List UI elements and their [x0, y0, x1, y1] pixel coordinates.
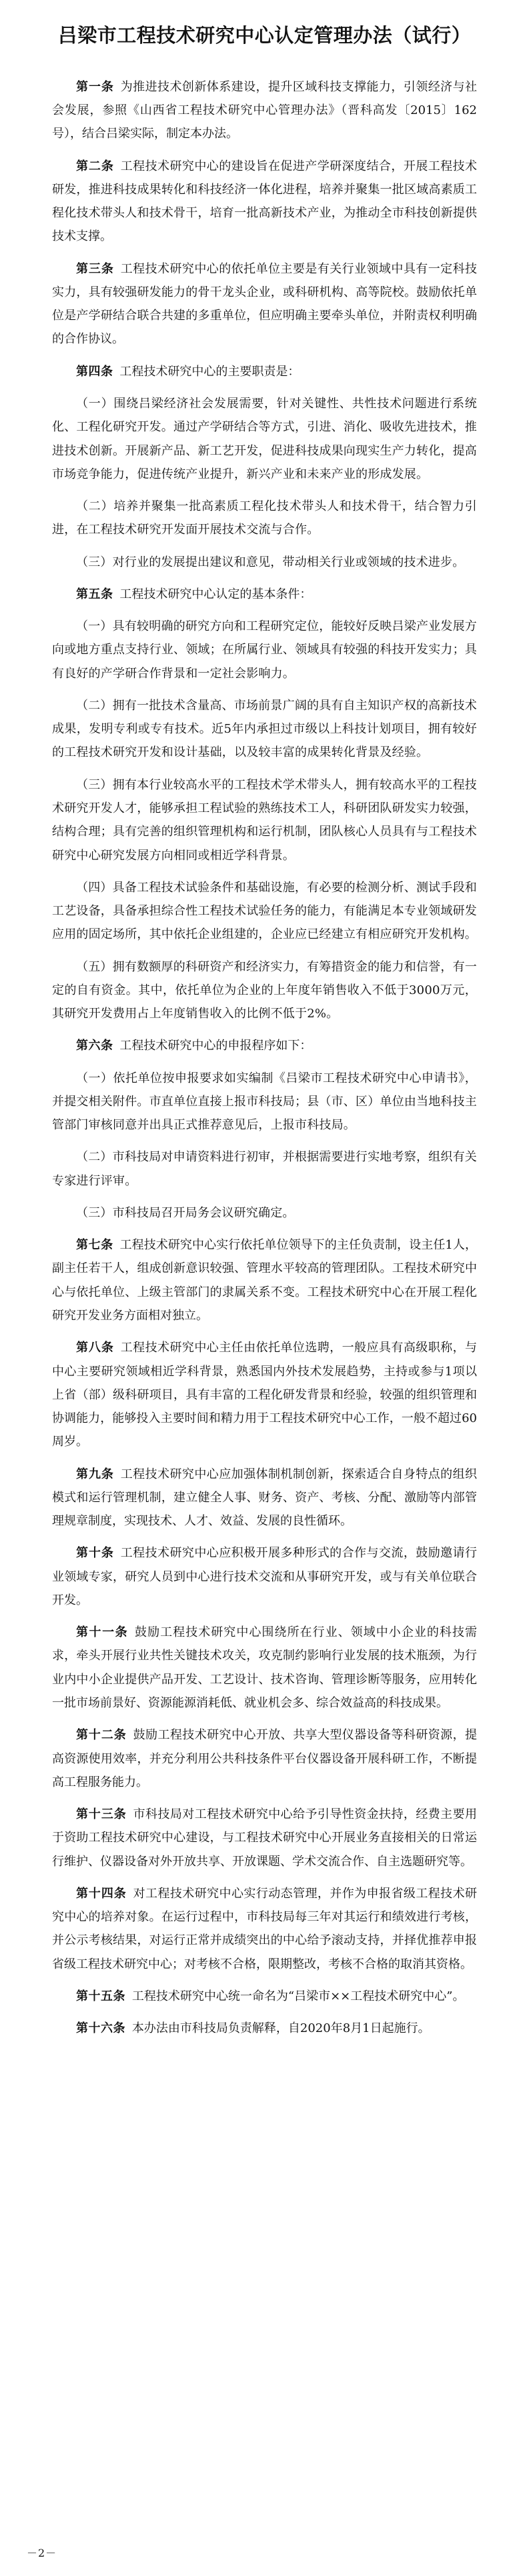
article-4-item-1: （一）围绕吕梁经济社会发展需要，针对关键性、共性技术问题进行系统化、工程化研究开发。通过产学研结合等方式，引进、消化、吸收先进技术，推进技术创新。开展新产品、新工艺开发，促进科技成果向现实生产力转化，提高市场竞争能力，促进传统产业提升，新兴产业和未来产业的形成发展。 — [52, 396, 477, 481]
article-6-item-3: （三）市科技局召开局务会议研究确定。 — [76, 1205, 295, 1220]
article-text: 工程技术研究中心应积极开展多种形式的合作与交流，鼓励邀请行业领域专家，研究人员到中心进行技术交流和从事研究开发，或与有关单位联合开发。 — [52, 1546, 478, 1607]
article-5-item-5: （五）拥有数额厚的科研资产和经济实力，有筹措资金的能力和信誉，有一定的自有资金。其中，依托单位为企业的上年度年销售收入不低于3000万元，其研究开发费用占上年度销售收入的比例不低于2%。 — [52, 959, 477, 1021]
article-6-item-2: （二）市科技局对申请资料进行初审，并根据需要进行实地考察，组织有关专家进行评审。 — [52, 1150, 477, 1188]
article-label: 第十三条 — [76, 1807, 127, 1822]
article-text: 本办法由市科技局负责解释，自2020年8月1日起施行。 — [131, 2021, 430, 2036]
article-11 — [52, 1621, 477, 1715]
article-13 — [52, 1803, 477, 1873]
article-label: 第八条 — [76, 1341, 114, 1355]
article-7 — [52, 1233, 477, 1327]
article-6 — [52, 1034, 477, 1057]
article-label: 第七条 — [76, 1238, 113, 1253]
article-text: 工程技术研究中心的建设旨在促进产学研深度结合，开展工程技术研发，推进科技成果转化和科技经济一体化进程，培养并聚集一批区域高素质工程化技术带头人和技术骨干，培育一批高新技术产业，为推动全市科技创新提供技术支撑。 — [52, 159, 478, 244]
article-2 — [52, 155, 477, 249]
article-label: 第五条 — [76, 587, 113, 601]
article-label: 第三条 — [76, 261, 114, 276]
article-label: 第九条 — [76, 1467, 114, 1481]
article-text: 工程技术研究中心应加强体制机制创新，探索适合自身特点的组织模式和运行管理机制，建立健全人事、财务、资产、考核、分配、激励等内部管理规章制度，实现技术、人才、效益、发展的良性循环。 — [52, 1467, 478, 1529]
article-5-item-2: （二）拥有一批技术含量高、市场前景广阔的具有自主知识产权的高新技术成果，发明专利或专有技术。近5年内承担过市级以上科技计划项目，拥有较好的工程技术研究开发和设计基础，以及较丰富的成果转化背景及经验。 — [52, 698, 477, 760]
article-text: 工程技术研究中心统一命名为“吕梁市××工程技术研究中心”。 — [131, 1989, 465, 2003]
article-label: 第二条 — [76, 159, 114, 173]
article-5-item-3: （三）拥有本行业较高水平的工程技术学术带头人，拥有较高水平的工程技术研究开发人才，能够承担工程试验的熟练技术工人，科研团队研发实力较强，结构合理；具有完善的组织管理机构和运行机制，团队核心人员具有与工程技术研究中心研究发展方向相同或相近学科背景。 — [52, 777, 477, 863]
article-text: 工程技术研究中心的申报程序如下： — [119, 1039, 312, 1053]
article-16 — [52, 2017, 477, 2040]
article-label: 第六条 — [76, 1039, 113, 1053]
article-9 — [52, 1463, 477, 1533]
article-label: 第四条 — [76, 364, 113, 379]
article-5-item-4: （四）具备工程技术试验条件和基础设施，有必要的检测分析、测试手段和工艺设备，具备承担综合性工程技术试验任务的能力，有能满足本专业领域研发应用的固定场所，其中依托企业组建的，企业应已经建立有相应研究开发机构。 — [52, 880, 477, 942]
page-number: －2－ — [27, 2547, 57, 2559]
article-text: 鼓励工程技术研究中心围绕所在行业、领域中小企业的科技需求，牵头开展行业共性关键技术攻关，攻克制约影响行业发展的技术瓶颈，为行业内中小企业提供产品开发、工艺设计、技术咨询、管理诊断等服务，应用转化一批市场前景好、资源能源消耗低、就业机会多、综合效益高的科技成果。 — [52, 1625, 478, 1710]
article-15 — [52, 1985, 477, 2008]
article-text: 工程技术研究中心认定的基本条件： — [119, 587, 312, 601]
article-3 — [52, 257, 477, 351]
article-5 — [52, 583, 477, 606]
article-text: 为推进技术创新体系建设，提升区域科技支撑能力，引领经济与社会发展，参照《山西省工程技术研究中心管理办法》（晋科高发〔2015〕162号），结合吕梁实际，制定本办法。 — [52, 79, 478, 141]
article-text: 对工程技术研究中心实行动态管理，并作为申报省级工程技术研究中心的培养对象。在运行过程中，市科技局每三年对其运行和绩效进行考核，并公示考核结果，对运行正常并成绩突出的中心给予滚动支持，并择优推荐申报省级工程技术研究中心；对考核不合格，限期整改，考核不合格的取消其资格。 — [52, 1886, 478, 1971]
article-label: 第十一条 — [76, 1625, 129, 1640]
article-6-item-1: （一）依托单位按申报要求如实编制《吕梁市工程技术研究中心申请书》，并提交相关附件。市直单位直接上报市科技局；县（市、区）单位由当地科技主管部门审核同意并出具正式推荐意见后，上报市科技局。 — [52, 1071, 477, 1133]
article-8 — [52, 1336, 477, 1453]
article-4 — [52, 360, 477, 383]
article-text: 市科技局对工程技术研究中心给予引导性资金扶持，经费主要用于资助工程技术研究中心建设，与工程技术研究中心开展业务直接相关的日常运行维护、仪器设备对外开放共享、开放课题、学术交流合作、自主选题研究等。 — [52, 1807, 478, 1869]
article-text: 工程技术研究中心的主要职责是： — [119, 364, 300, 379]
article-14 — [52, 1882, 477, 1976]
article-label: 第一条 — [76, 79, 114, 94]
article-text: 工程技术研究中心实行依托单位领导下的主任负责制，设主任1人，副主任若干人，组成创新意识较强、管理水平较高的管理团队。工程技术研究中心与依托单位、上级主管部门的隶属关系不变。工程技术研究中心在开展工程化研究开发业务方面相对独立。 — [52, 1238, 477, 1323]
article-label: 第十四条 — [76, 1886, 127, 1901]
article-text: 工程技术研究中心的依托单位主要是有关行业领域中具有一定科技实力，具有较强研发能力的骨干龙头企业，或科研机构、高等院校。鼓励依托单位是产学研结合联合共建的多重单位，但应明确主要牵头单位，并附责权利明确的合作协议。 — [52, 261, 478, 347]
article-label: 第十二条 — [76, 1728, 127, 1743]
article-10 — [52, 1541, 477, 1612]
article-4-item-3: （三）对行业的发展提出建议和意见，带动相关行业或领域的技术进步。 — [76, 555, 465, 569]
document-title: 吕梁市工程技术研究中心认定管理办法（试行） — [57, 24, 472, 47]
article-12 — [52, 1723, 477, 1794]
article-4-item-2: （二）培养并聚集一批高素质工程化技术带头人和技术骨干，结合智力引进，在工程技术研究开发面开展技术交流与合作。 — [52, 499, 477, 537]
article-label: 第十五条 — [76, 1989, 125, 2003]
article-label: 第十六条 — [76, 2021, 125, 2036]
article-label: 第十条 — [76, 1546, 114, 1561]
article-5-item-1: （一）具有较明确的研究方向和工程研究定位，能较好反映吕梁产业发展方向或地方重点支持行业、领域；在所属行业、领域具有较强的科技开发实力；具有良好的产学研合作背景和一定社会影响力。 — [52, 619, 477, 681]
article-text: 鼓励工程技术研究中心开放、共享大型仪器设备等科研资源，提高资源使用效率，并充分利用公共科技条件平台仪器设备开展科研工作，不断提高工程服务能力。 — [52, 1728, 478, 1789]
article-text: 工程技术研究中心主任由依托单位选聘，一般应具有高级职称，与中心主要研究领域相近学科背景，熟悉国内外技术发展趋势，主持或参与1项以上省（部）级科研项目，具有丰富的工程化研发背景和经验，较强的组织管理和协调能力，能够投入主要时间和精力用于工程技术研究中心工作，一般不超过60周岁。 — [52, 1341, 478, 1449]
article-1 — [52, 75, 477, 146]
